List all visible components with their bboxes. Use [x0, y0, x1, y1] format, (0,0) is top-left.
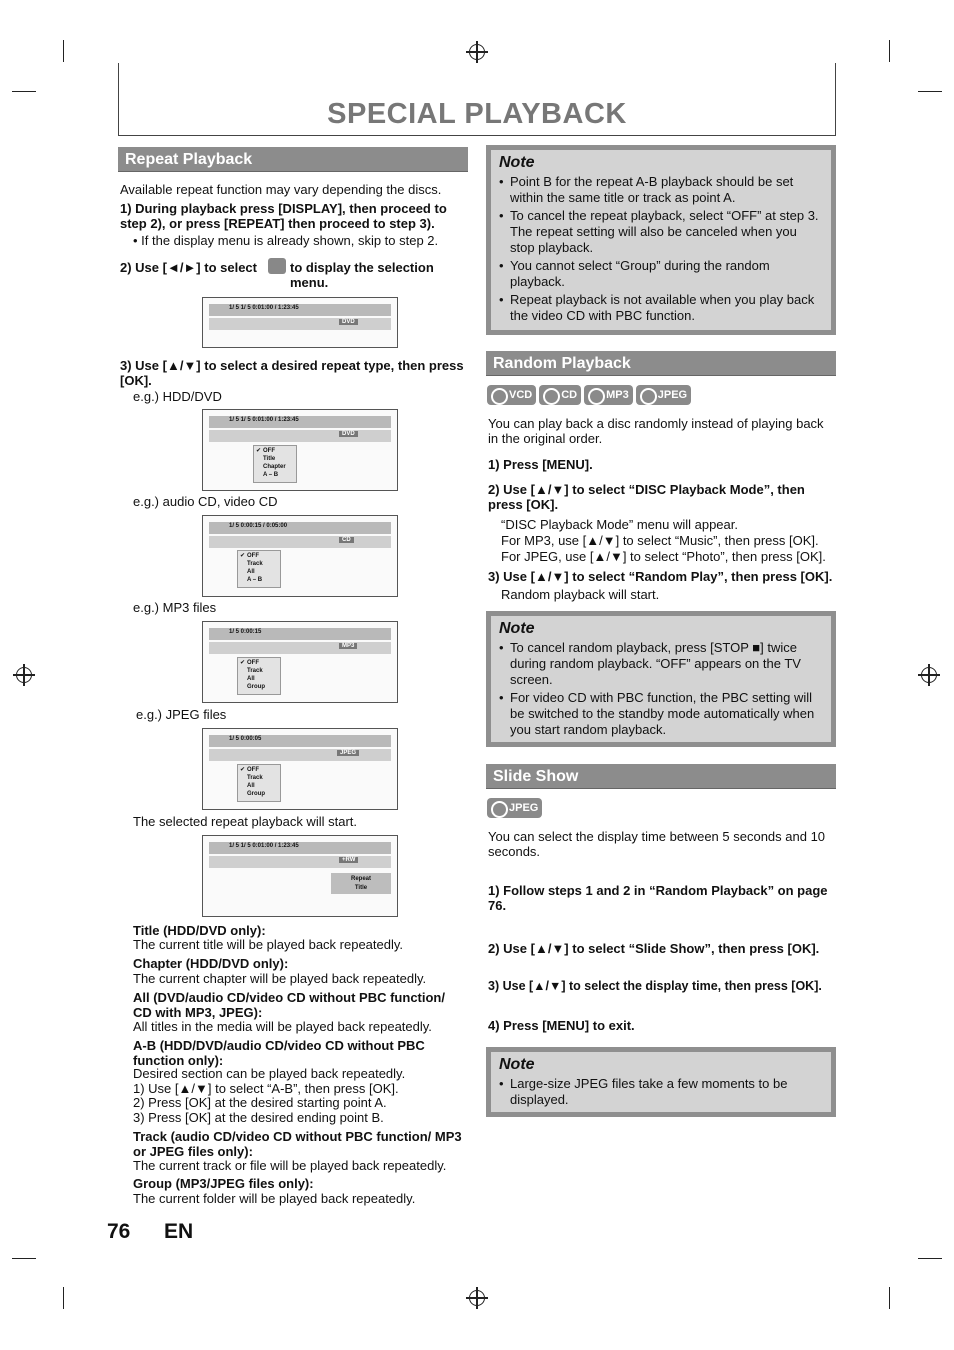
repeat-step-1: 1) During playback press [DISPLAY], then proceed to step 2), or press [REPEAT] then proceed to step 3). [120, 201, 447, 231]
osd-badge: DVD [339, 431, 358, 437]
osd-menu-item: All [247, 569, 255, 575]
osd-menu [237, 764, 281, 802]
note-item: • To cancel random playback, press [STOP ■] twice during random playback. “OFF” appears on the TV screen. [499, 640, 823, 688]
osd-screen-cd [202, 515, 398, 597]
osd-menu-item: Group [247, 684, 265, 690]
page-number: 76 [107, 1220, 131, 1243]
osd-screen-final [202, 835, 398, 917]
osd-menu [253, 445, 297, 483]
mp3-disc-icon: MP3 [584, 385, 633, 405]
def-desc: The current chapter will be played back repeatedly. [133, 971, 427, 986]
crop-mark [918, 91, 942, 92]
note-box-random [486, 611, 836, 747]
media-icons [487, 385, 694, 405]
def-term: Title (HDD/DVD only): [133, 923, 266, 938]
osd-info: 1/ 5 0:00:05 [229, 736, 262, 742]
registration-mark-icon [921, 667, 937, 683]
eg-jpeg-label: e.g.) JPEG files [136, 707, 227, 722]
osd-info: 1/ 5 1/ 5 0:01:00 / 1:23:45 [229, 305, 299, 311]
slideshow-step-1: 1) Follow steps 1 and 2 in “Random Playback” on page 76. [488, 883, 828, 913]
def-term: All (DVD/audio CD/video CD without PBC function/ CD with MP3, JPEG): [133, 990, 445, 1020]
section-heading-slideshow: Slide Show [486, 764, 836, 789]
jpeg-disc-icon: JPEG [487, 798, 542, 818]
def-desc: The current track or file will be played back repeatedly. [133, 1158, 447, 1173]
osd-menu-item: ✔ OFF [247, 552, 277, 560]
eg-cd-label: e.g.) audio CD, video CD [133, 494, 278, 509]
osd-info: 1/ 5 1/ 5 0:01:00 / 1:23:45 [229, 843, 299, 849]
random-step-3: 3) Use [▲/▼] to select “Random Play”, then press [OK]. [488, 569, 833, 584]
crop-mark [889, 1287, 890, 1309]
osd-info: 1/ 5 0:00:15 [229, 629, 262, 635]
osd-menu-item: Track [247, 561, 263, 567]
osd-menu-item: ✔ OFF [247, 766, 277, 774]
slideshow-intro: You can select the display time between 5 seconds and 10 seconds. [488, 829, 826, 859]
def-desc: The current title will be played back repeatedly. [133, 937, 404, 952]
page-title: SPECIAL PLAYBACK [327, 98, 627, 130]
note-item: • Large-size JPEG files take a few moments to be displayed. [499, 1076, 823, 1108]
repeat-step-1-sub: • If the display menu is already shown, skip to step 2. [133, 233, 439, 248]
osd-menu-item: ✔ OFF [263, 447, 293, 455]
section-heading-random: Random Playback [486, 351, 836, 376]
osd-menu-item: Title [263, 456, 276, 462]
def-desc: The current folder will be played back repeatedly. [133, 1191, 416, 1206]
ab-step: 1) Use [▲/▼] to select “A-B”, then press [OK]. [133, 1081, 399, 1096]
osd-menu [237, 657, 281, 695]
registration-mark-icon [469, 44, 485, 60]
ab-step: 2) Press [OK] at the desired starting point A. [133, 1095, 387, 1110]
crop-mark [63, 1287, 64, 1309]
eg-hdd-label: e.g.) HDD/DVD [133, 389, 222, 404]
section-heading-repeat: Repeat Playback [118, 147, 468, 172]
note-item: • Repeat playback is not available when you play back the video CD with PBC function. [499, 292, 823, 324]
note-item: • You cannot select “Group” during the random playback. [499, 258, 823, 290]
jpeg-disc-icon: JPEG [636, 385, 691, 405]
osd-screen-mp3 [202, 621, 398, 703]
random-step-2-line: “DISC Playback Mode” menu will appear. [501, 517, 738, 532]
eg-mp3-label: e.g.) MP3 files [133, 600, 217, 615]
osd-info: 1/ 5 1/ 5 0:01:00 / 1:23:45 [229, 417, 299, 423]
osd-menu-item: A – B [247, 577, 263, 583]
random-step-2-line: For MP3, use [▲/▼] to select “Music”, then press [OK]. [501, 533, 819, 548]
def-desc: All titles in the media will be played back repeatedly. [133, 1019, 432, 1034]
osd-badge: MP3 [339, 643, 357, 649]
osd-badge: CD [339, 537, 354, 543]
osd-menu-item: All [247, 783, 255, 789]
def-term: Group (MP3/JPEG files only): [133, 1176, 314, 1191]
note-item: • To cancel the repeat playback, select “OFF” at step 3. The repeat setting will also be canceled when you stop playback. [499, 208, 823, 256]
osd-screen-select [202, 297, 398, 348]
crop-mark [12, 1258, 36, 1259]
osd-info: 1/ 5 0:00:15 / 0:05:00 [229, 523, 288, 529]
random-step-3-sub: Random playback will start. [501, 587, 660, 602]
crop-mark [918, 1258, 942, 1259]
crop-mark [889, 40, 890, 62]
slideshow-step-3: 3) Use [▲/▼] to select the display time, then press [OK]. [488, 979, 822, 993]
repeat-will-start: The selected repeat playback will start. [133, 814, 357, 829]
crop-mark [12, 91, 36, 92]
note-item: • For video CD with PBC function, the PBC setting will be switched to the standby mode automatically when you start random playback. [499, 690, 823, 738]
note-box-slideshow [486, 1047, 836, 1117]
osd-badge: JPEG [337, 750, 359, 756]
slideshow-media-icons [487, 798, 545, 818]
registration-mark-icon [469, 1290, 485, 1306]
random-step-2-line: For JPEG, use [▲/▼] to select “Photo”, then press [OK]. [501, 549, 826, 564]
cd-disc-icon: CD [539, 385, 581, 405]
osd-menu-item: ✔ OFF [247, 659, 277, 667]
note-box-repeat [486, 145, 836, 335]
random-step-1: 1) Press [MENU]. [488, 457, 593, 472]
def-term: Chapter (HDD/DVD only): [133, 956, 289, 971]
osd-menu [237, 550, 281, 588]
repeat-step-2b: to display the selection menu. [290, 260, 434, 290]
osd-repeat-indicator [331, 873, 391, 894]
osd-badge: DVD [339, 319, 358, 325]
random-step-2: 2) Use [▲/▼] to select “DISC Playback Mode”, then press [OK]. [488, 482, 805, 512]
repeat-icon [268, 258, 286, 274]
slideshow-step-4: 4) Press [MENU] to exit. [488, 1018, 635, 1033]
osd-badge: +RW [339, 857, 358, 863]
osd-menu-item: Group [247, 791, 265, 797]
osd-menu-item: Track [247, 668, 263, 674]
random-intro: You can play back a disc randomly instead of playing back in the original order. [488, 416, 824, 446]
crop-mark [63, 40, 64, 62]
osd-screen-hdd [202, 409, 398, 491]
note-item: • Point B for the repeat A-B playback should be set within the same title or track as point A. [499, 174, 823, 206]
def-term: A-B (HDD/DVD/audio CD/video CD without PBC function only): [133, 1038, 425, 1068]
repeat-intro: Available repeat function may vary depending the discs. [120, 182, 442, 197]
note-heading: Note [499, 620, 535, 637]
def-desc: Desired section can be played back repeatedly. [133, 1066, 406, 1081]
def-term: Track (audio CD/video CD without PBC function/ MP3 or JPEG files only): [133, 1129, 462, 1159]
osd-repeat-value: Title [354, 885, 368, 891]
note-heading: Note [499, 1056, 535, 1073]
osd-menu-item: All [247, 676, 255, 682]
registration-mark-icon [16, 667, 32, 683]
page-language: EN [164, 1220, 194, 1243]
osd-menu-item: Chapter [263, 464, 286, 470]
slideshow-step-2: 2) Use [▲/▼] to select “Slide Show”, then press [OK]. [488, 941, 820, 956]
osd-repeat-label: Repeat [350, 876, 371, 882]
osd-screen-jpeg [202, 728, 398, 810]
repeat-step-3: 3) Use [▲/▼] to select a desired repeat type, then press [OK]. [120, 358, 464, 388]
note-heading: Note [499, 154, 535, 171]
repeat-step-2a: 2) Use [◄/►] to select [120, 260, 257, 275]
ab-step: 3) Press [OK] at the desired ending point B. [133, 1110, 384, 1125]
vcd-disc-icon: VCD [487, 385, 536, 405]
osd-menu-item: A – B [263, 472, 279, 478]
osd-menu-item: Track [247, 775, 263, 781]
